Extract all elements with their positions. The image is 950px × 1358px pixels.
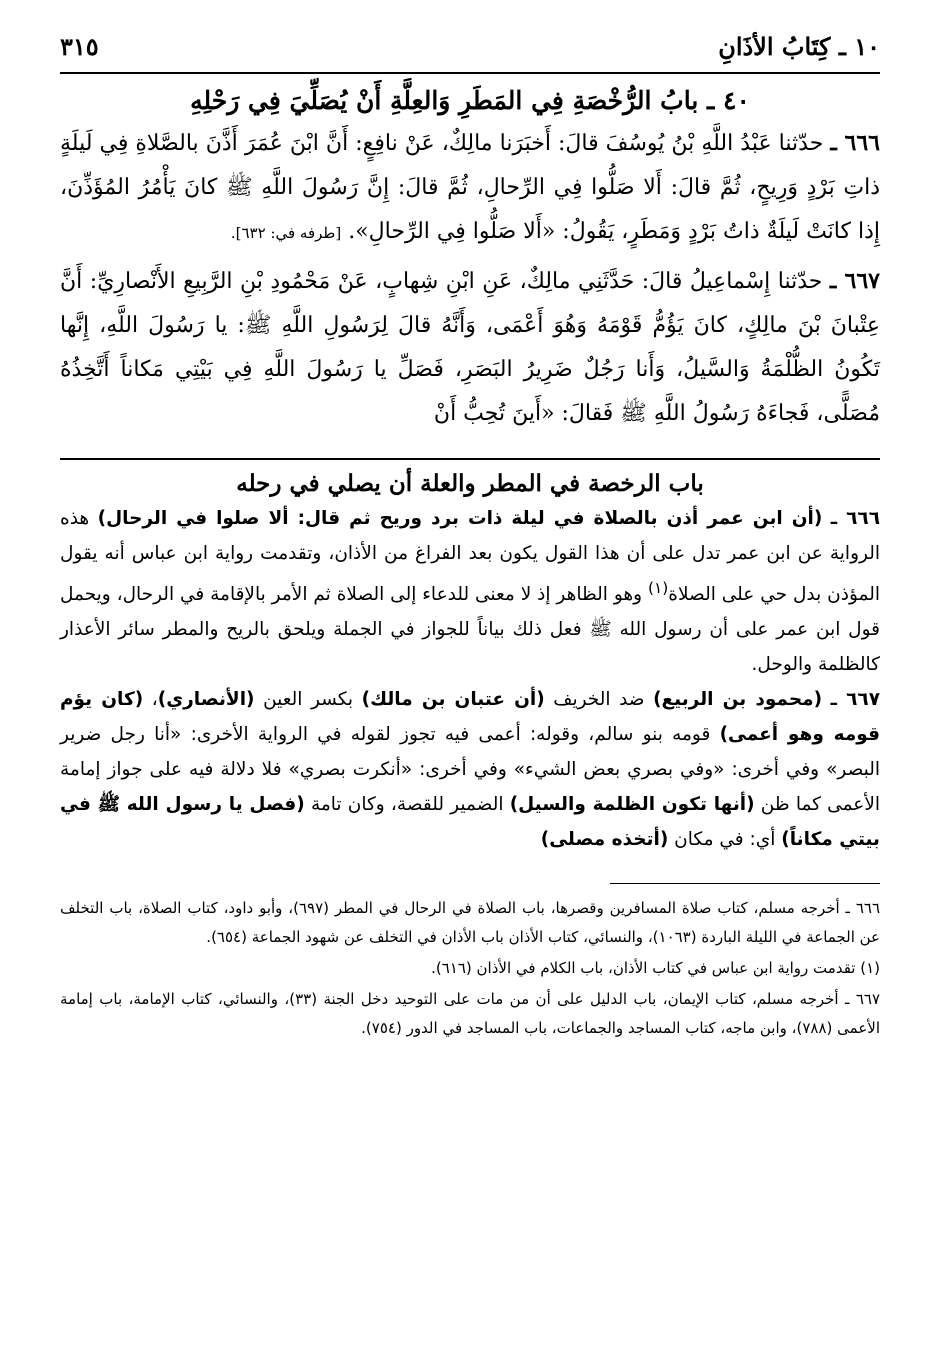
hadith-text: حدّثنا عَبْدُ اللَّهِ بْنُ يُوسُفَ قالَ: أَخبَرَنا مالِكٌ، عَنْ نافِعٍ: أَنَّ ابْنَ عُمَرَ أَذَّنَ بالصَّلاةِ فِي لَيلَةٍ ذاتِ بَرْدٍ وَرِيحٍ، ثُمَّ قالَ: أَلا صَلُّوا فِي الرِّحالِ، ثُمَّ قالَ: إِنَّ رَسُولَ اللَّهِ ﷺ كانَ يَأْمُرُ المُؤَذِّنَ، إِذا كانَتْ لَيلَةٌ ذاتُ بَرْدٍ وَمَطَرٍ، يَقُولُ: «أَلا صَلُّوا فِي الرِّحالِ». bbox=[60, 131, 880, 244]
hadith-text: حدّثنا إِسْماعِيلُ قالَ: حَدَّثَنِي مالِكٌ، عَنِ ابْنِ شِهابٍ، عَنْ مَحْمُودِ بْنِ الرَّبِيعِ الأَنْصارِيِّ: أَنَّ عِتْبانَ بْنَ مالِكٍ، كانَ يَؤُمُّ قَوْمَهُ وَهُوَ أَعْمَى، وَأَنَّهُ قالَ لِرَسُولِ اللَّهِ ﷺ: يا رَسُولَ اللَّهِ، إِنَّها تَكُونُ الظُّلْمَةُ وَالسَّيلُ، وَأَنا رَجُلٌ ضَرِيرُ البَصَرِ، فَصَلِّ يا رَسُولَ اللَّهِ فِي بَيْتِي مَكاناً أَتَّخِذُهُ مُصَلًّى، فَجاءَهُ رَسُولُ اللَّهِ ﷺ فَقالَ: «أَينَ تُحِبُّ أَنْ bbox=[60, 269, 880, 426]
chapter-title: ٤٠ ـ بابُ الرُّخْصَةِ فِي المَطَرِ وَالعِلَّةِ أَنْ يُصَلِّيَ فِي رَحْلِهِ bbox=[190, 86, 750, 115]
commentary-667 bbox=[60, 682, 880, 857]
hadith-666 bbox=[60, 121, 880, 255]
footnote-rule bbox=[610, 883, 880, 884]
hadith-number: ٦٦٧ ـ bbox=[829, 268, 880, 294]
page-number: ٣١٥ bbox=[60, 32, 99, 61]
commentary-number: ٦٦٧ ـ bbox=[830, 689, 880, 711]
quoted-text: (أتخذه مصلى) bbox=[540, 829, 669, 851]
quoted-text: (الأنصاري) bbox=[157, 689, 255, 711]
commentary-text: ضد الخريف bbox=[544, 689, 654, 711]
quoted-text: (فصل يا رسول الله ﷺ في بيتي مكاناً) bbox=[60, 794, 880, 851]
quoted-text: (أنها تكون الظلمة والسيل) bbox=[509, 794, 755, 816]
footnote-1: (١) تقدمت رواية ابن عباس في كتاب الأذان، باب الكلام في الأذان (٦١٦). bbox=[431, 959, 880, 978]
page-header bbox=[60, 28, 880, 74]
quoted-text: (أن عتبان بن مالك) bbox=[361, 689, 545, 711]
cross-reference: [طرفه في: ٦٣٢]. bbox=[230, 224, 342, 242]
footnote-666: ٦٦٦ ـ أخرجه مسلم، كتاب صلاة المسافرين وقصرها، باب الصلاة في الرحال في المطر (٦٩٧)، وأبو داود، كتاب الصلاة، باب التخلف عن الجماعة في الليلة الباردة (١٠٦٣)، والنسائي، كتاب الأذان باب الأذان في التخلف عن شهود الجماعة (٦٥٤). bbox=[60, 899, 881, 947]
commentary-text: بكسر العين bbox=[254, 689, 362, 711]
commentary-title: باب الرخصة في المطر والعلة أن يصلي في رحله bbox=[236, 470, 704, 497]
commentary-666 bbox=[60, 501, 880, 682]
quoted-text: (محمود بن الربيع) bbox=[653, 689, 823, 711]
commentary-text: قومه بنو سالم، وقوله: أعمى فيه تجوز لقوله في الرواية الأخرى: «أنا رجل ضرير البصر» وفي أخرى: «وفي بصري بعض الشيء» وفي أخرى: «أنكرت بصري» فلا دلالة فيه على جواز إمامة الأعمى كما ظن bbox=[60, 724, 881, 816]
commentary-text: ، bbox=[143, 689, 158, 711]
book-page bbox=[60, 28, 880, 1045]
quoted-text: (كان يؤم قومه وهو أعمى) bbox=[60, 689, 881, 746]
footnote-667: ٦٦٧ ـ أخرجه مسلم، كتاب الإيمان، باب الدليل على أن من مات على التوحيد دخل الجنة (٣٣)، والنسائي، كتاب الإمامة، باب إمامة الأعمى (٧٨٨)، وابن ماجه، كتاب المساجد والجماعات، باب المساجد في الدور (٧٥٤). bbox=[60, 990, 880, 1038]
section-divider bbox=[60, 458, 880, 460]
commentary-text: أي: في مكان bbox=[668, 829, 782, 851]
commentary-number: ٦٦٦ ـ bbox=[830, 508, 881, 529]
book-title: ١٠ ـ كِتَابُ الأذَانِ bbox=[718, 32, 880, 61]
hadith-667 bbox=[60, 259, 880, 436]
hadith-number: ٦٦٦ ـ bbox=[830, 130, 880, 156]
quoted-text: (أن ابن عمر أذن بالصلاة في ليلة ذات برد وريح ثم قال: ألا صلوا في الرحال) bbox=[97, 508, 823, 529]
commentary-text: هذه الرواية عن ابن عمر تدل على أن هذا القول يكون بعد الفراغ من الأذان، وتقدمت رواية ابن عباس أنه يقول المؤذن بدل حي على الصلاة bbox=[60, 508, 880, 606]
commentary-text: وهو الظاهر إذ لا معنى للدعاء إلى الصلاة ثم الأمر بالإقامة في الرحال، ويحمل قول ابن عمر على أن رسول الله ﷺ فعل ذلك بياناً للجواز في الجملة ويلحق بالريح والمطر سائر الأعذار كالظلمة والوحل. bbox=[60, 584, 880, 676]
commentary-text: الضمير للقصة، وكان تامة bbox=[304, 794, 510, 816]
footnote-marker: (١) bbox=[647, 579, 669, 597]
